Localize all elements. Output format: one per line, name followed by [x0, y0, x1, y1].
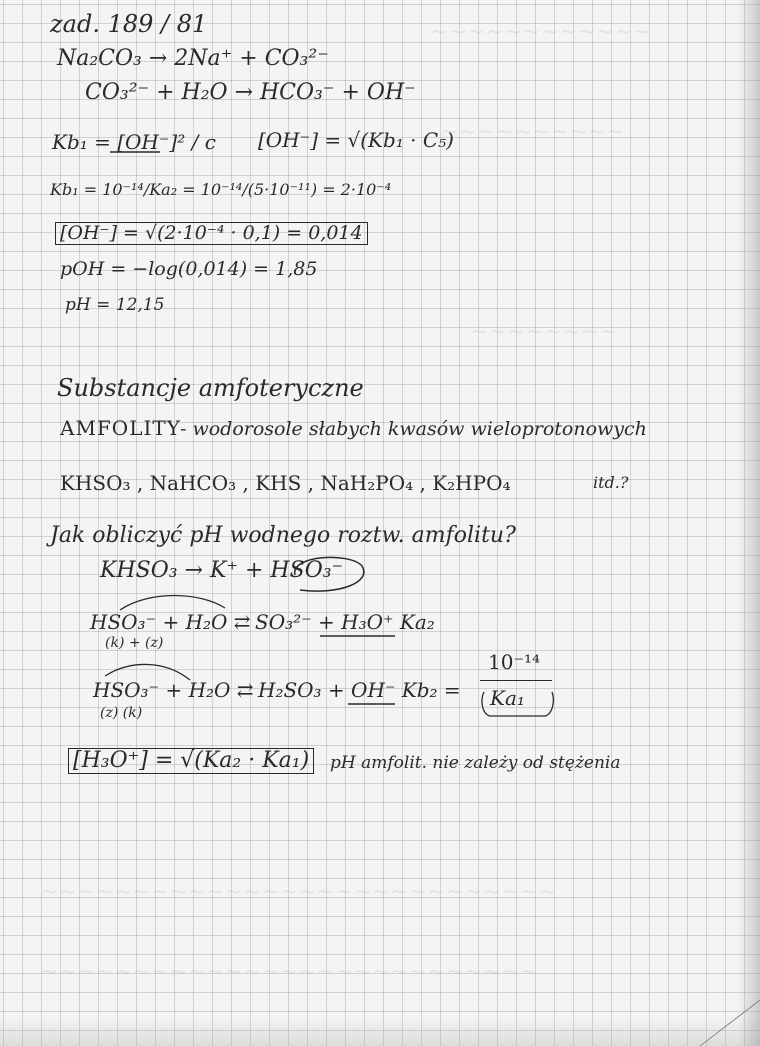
hso3-loop [295, 557, 364, 591]
bleed-through: ~~~~~~~~ [470, 320, 618, 345]
ka1-bracket [482, 692, 553, 716]
ampholyte-examples: KHSO₃ , NaHCO₃ , KHS , NaH₂PO₄ , K₂HPO₄ [60, 471, 511, 495]
equilibrium-1-left: HSO₃⁻ + H₂O ⇄ [90, 610, 251, 634]
equilibrium-1-right: SO₃²⁻ + H₃O⁺ Ka₂ [255, 610, 435, 634]
proton-arrow-1 [120, 596, 225, 611]
bleed-through: ~~~~~~~~~~~~~~~~~~~~~~~~~~~~ [40, 880, 557, 905]
khso3-dissociation: KHSO₃ → K⁺ + HSO₃⁻ [100, 558, 344, 583]
bleed-through: ~~~~~~~~~~~~ [430, 20, 652, 45]
kb2-numerator: 10⁻¹⁴ [488, 650, 541, 674]
hydrolysis-equation: CO₃²⁻ + H₂O → HCO₃⁻ + OH⁻ [85, 80, 416, 105]
dissociation-equation: Na₂CO₃ → 2Na⁺ + CO₃²⁻ [57, 46, 329, 71]
examples-tail: itd.? [593, 473, 629, 492]
proton-arrow-2 [105, 664, 190, 680]
page-edge-shadow [738, 0, 760, 1046]
bleed-through: ~~~~~~~~~~ [440, 120, 625, 145]
question: Jak obliczyć pH wodnego roztw. amfolitu? [50, 523, 516, 548]
page-bottom-shadow [0, 1016, 760, 1046]
equilibrium-1-labels: (k) + (z) [105, 635, 164, 651]
equilibrium-2-left: HSO₃⁻ + H₂O ⇄ [93, 678, 254, 702]
ampholytes-word: AMFOLITY [60, 416, 181, 440]
section-heading: Substancje amfoteryczne [57, 374, 364, 402]
equilibrium-2-labels: (z) (k) [100, 705, 143, 721]
kb2-denominator: Ka₁ [490, 686, 525, 710]
ampholytes-description: - wodorosole słabych kwasów wieloprotonowych [180, 418, 647, 440]
kb-definition: Kb₁ = [OH⁻]² / c [52, 130, 216, 154]
conclusion-note: pH amfolit. nie zależy od stężenia [330, 753, 621, 773]
bleed-through: ~~~~~~~~~~~~~~~~~~~~~~~~~~~ [40, 960, 538, 985]
exercise-title: zad. 189 / 81 [50, 10, 208, 38]
oh-value: [OH⁻] = √(2·10⁻⁴ · 0,1) = 0,014 [55, 222, 368, 245]
oh-definition: [OH⁻] = √(Kb₁ · C₅) [258, 128, 454, 152]
poh-value: pOH = −log(0,014) = 1,85 [60, 258, 318, 280]
ph-value: pH = 12,15 [65, 295, 165, 315]
equilibrium-2-right: H₂SO₃ + OH⁻ Kb₂ = [258, 678, 461, 702]
final-formula: [H₃O⁺] = √(Ka₂ · Ka₁) [68, 748, 314, 774]
kb-value: Kb₁ = 10⁻¹⁴/Ka₂ = 10⁻¹⁴/(5·10⁻¹¹) = 2·10⁻⁴ [50, 180, 392, 199]
